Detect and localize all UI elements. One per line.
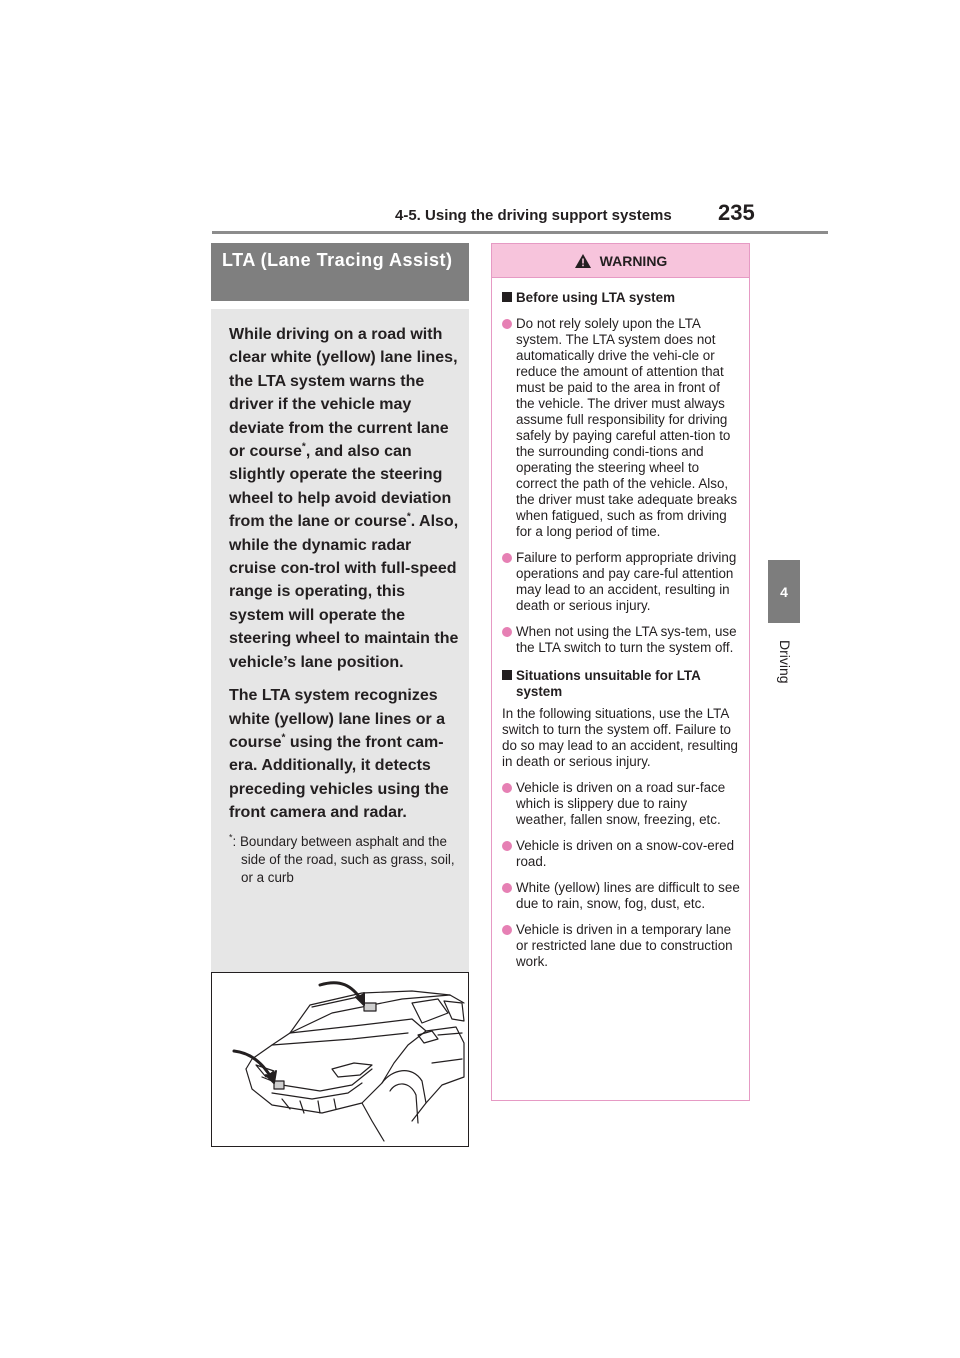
warning-bullet-text: Vehicle is driven on a snow-cov-ered road.	[516, 838, 735, 869]
warning-bullet	[502, 780, 741, 828]
page-number: 235	[718, 200, 755, 225]
warning-bullet	[502, 316, 741, 540]
chapter-label: Driving	[777, 640, 793, 684]
warning-bullet	[502, 880, 741, 912]
warning-box	[491, 243, 750, 1101]
footnote-marker: *	[301, 441, 306, 453]
intro-text: While driving on a road with clear white (yellow) lane lines, the LTA system warns the driver if the vehicle may deviate from the current lane or course	[229, 326, 458, 461]
suv-camera-radar-drawing	[212, 973, 468, 1146]
intro-text: The LTA system recognizes white (yellow) lane lines or a course	[229, 687, 446, 751]
warning-bullet-text: Failure to perform appropriate driving operations and pay care-ful attention may lead to an accident, resulting in death or serious injury.	[516, 550, 737, 613]
bullet-dot-icon	[502, 553, 512, 563]
lta-section	[211, 243, 469, 1079]
warning-subheading	[502, 668, 741, 700]
warning-bullet	[502, 550, 741, 614]
intro-paragraph-1	[229, 323, 461, 674]
warning-paragraph: In the following situations, use the LTA switch to turn the system off. Failure to do so may lead to an accident, resulting in death or serious injury.	[502, 706, 738, 769]
footnote	[229, 833, 461, 887]
intro-text: . Also, while the dynamic radar cruise con-trol with full-speed range is operating, this system will operate the steering wheel to maintain the vehicle’s lane position.	[229, 513, 459, 671]
intro-paragraph-2	[229, 684, 461, 824]
warning-title: WARNING	[599, 252, 668, 269]
warning-body	[492, 278, 749, 970]
warning-bullet-text: Do not rely solely upon the LTA system. The LTA system does not automatically drive the vehi-cle or reduce the amount of attention that must be paid to the area in front of the vehicle. The driver must always assume full responsibility for driving safely by paying careful atten-tion to the surrounding condi-tions and operating the steering wheel to correct the path of the vehicle. Also, the driver must take adequate breaks when fatigued, such as from driving for a long period of time.	[516, 316, 738, 539]
chapter-tab[interactable]: 4	[768, 560, 800, 623]
warning-bullet	[502, 922, 741, 970]
vehicle-illustration	[211, 972, 469, 1147]
warning-subheading-text: Situations unsuitable for LTA system	[516, 668, 701, 699]
footnote-marker: *	[229, 832, 233, 843]
warning-header	[492, 244, 749, 278]
footnote-text: : Boundary between asphalt and the side of the road, such as grass, soil, or a curb	[232, 833, 455, 885]
bullet-dot-icon	[502, 883, 512, 893]
warning-bullet-text: White (yellow) lines are difficult to see due to rain, snow, fog, dust, etc.	[516, 880, 740, 911]
warning-bullet-text: Vehicle is driven in a temporary lane or restricted lane due to construction work.	[516, 922, 733, 969]
warning-triangle-icon	[574, 253, 592, 269]
warning-bullet-text: Vehicle is driven on a road sur-face which is slippery due to rainy weather, fallen snow, freezing, etc.	[516, 780, 726, 827]
section-title: 4-5. Using the driving support systems	[395, 207, 672, 224]
square-bullet-icon	[502, 292, 512, 302]
warning-bullet	[502, 838, 741, 870]
bullet-dot-icon	[502, 319, 512, 329]
bullet-dot-icon	[502, 925, 512, 935]
warning-subheading-text: Before using LTA system	[516, 290, 675, 305]
intro-box	[211, 309, 469, 1079]
header-divider	[212, 231, 828, 234]
section-heading: LTA (Lane Tracing Assist)	[211, 243, 469, 301]
square-bullet-icon	[502, 670, 512, 680]
warning-subheading	[502, 290, 741, 306]
warning-bullet-text: When not using the LTA sys-tem, use the LTA switch to turn the system off.	[516, 624, 737, 655]
warning-bullet	[502, 624, 741, 656]
intro-text: using the front cam-era. Additionally, it detects preceding vehicles using the front camera and radar.	[229, 733, 449, 822]
intro-text: , and also can slightly operate the steering wheel to help avoid deviation from the lane or course	[229, 443, 452, 531]
bullet-dot-icon	[502, 783, 512, 793]
footnote-marker: *	[281, 732, 286, 744]
bullet-dot-icon	[502, 841, 512, 851]
bullet-dot-icon	[502, 627, 512, 637]
footnote-marker: *	[406, 511, 411, 523]
